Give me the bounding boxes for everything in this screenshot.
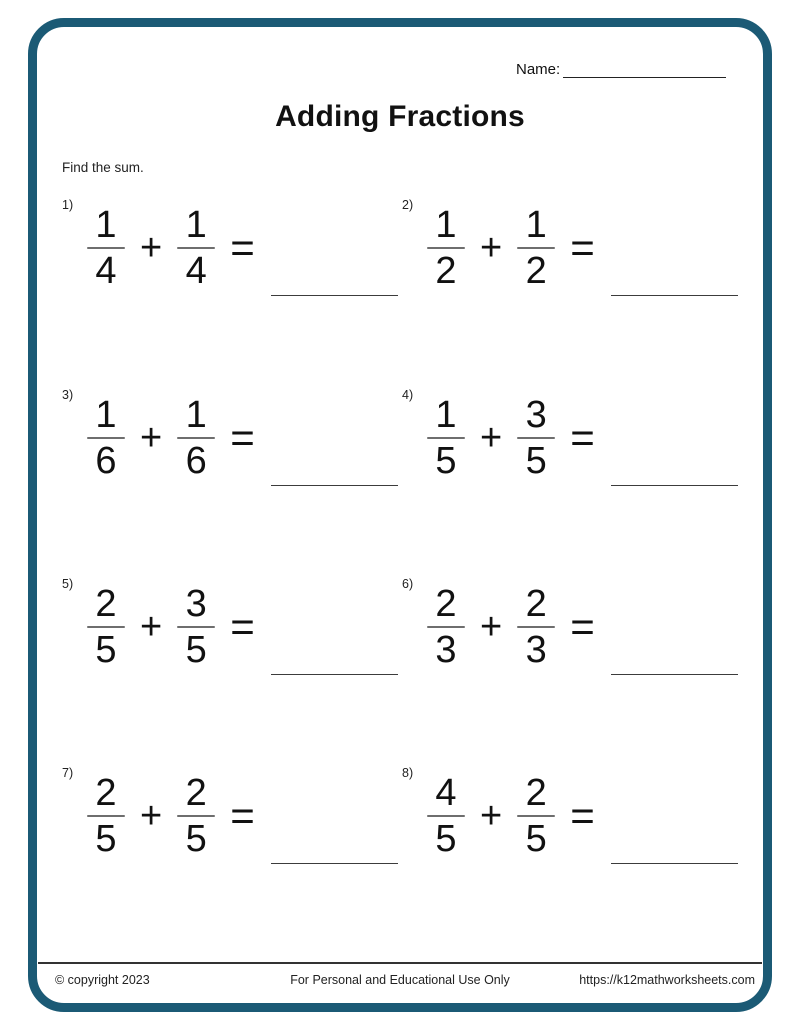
problem-number: 6): [402, 577, 414, 591]
answer-blank[interactable]: [271, 863, 398, 864]
fraction-a-numerator: 1: [95, 203, 117, 246]
fraction-bar: [517, 437, 555, 440]
fraction-a-denominator: 5: [435, 818, 457, 861]
fraction-a: [85, 582, 127, 672]
fraction-b-denominator: 6: [185, 440, 207, 483]
problem-number: 2): [402, 198, 414, 212]
footer-copyright: © copyright 2023: [55, 973, 150, 987]
fraction-b: [175, 582, 217, 672]
page-title: Adding Fractions: [275, 100, 525, 133]
fraction-b-denominator: 5: [525, 818, 547, 861]
equals-sign: =: [570, 224, 595, 271]
equation: [425, 770, 738, 862]
footer-url: https://k12mathworksheets.com: [579, 973, 755, 987]
fraction-a-numerator: 1: [95, 393, 117, 436]
fraction-b-numerator: 2: [525, 771, 547, 814]
fraction-a-denominator: 5: [95, 629, 117, 672]
footer-usage-text: For Personal and Educational Use Only: [290, 973, 510, 987]
equals-sign: =: [570, 603, 595, 650]
fraction-a-denominator: 3: [435, 629, 457, 672]
fraction-b-denominator: 5: [185, 818, 207, 861]
fraction-bar: [87, 437, 125, 440]
problem: [62, 198, 394, 302]
fraction-bar: [177, 247, 215, 250]
equation: [425, 392, 738, 484]
fraction-bar: [177, 626, 215, 629]
answer-blank[interactable]: [611, 295, 738, 296]
fraction-bar: [517, 815, 555, 818]
fraction-bar: [177, 815, 215, 818]
fraction-bar: [427, 626, 465, 629]
problem: [62, 766, 394, 870]
equals-sign: =: [570, 792, 595, 839]
equation: [425, 581, 738, 673]
equation: [85, 202, 398, 294]
fraction-bar: [427, 437, 465, 440]
fraction-a: [425, 582, 467, 672]
equation: [85, 392, 398, 484]
answer-blank[interactable]: [271, 295, 398, 296]
problem: [62, 577, 394, 681]
fraction-a-denominator: 2: [435, 250, 457, 293]
problem-number: 8): [402, 766, 414, 780]
fraction-b-numerator: 2: [525, 582, 547, 625]
name-blank-line[interactable]: [563, 60, 726, 78]
instruction-text: Find the sum.: [62, 160, 144, 175]
plus-operator: +: [140, 416, 163, 459]
fraction-b: [515, 771, 557, 861]
fraction-a: [85, 203, 127, 293]
plus-operator: +: [480, 794, 503, 837]
fraction-b: [515, 393, 557, 483]
fraction-a-numerator: 2: [95, 582, 117, 625]
answer-blank[interactable]: [271, 485, 398, 486]
problem: [402, 766, 734, 870]
fraction-bar: [87, 247, 125, 250]
fraction-bar: [517, 247, 555, 250]
fraction-b: [175, 393, 217, 483]
problem-number: 7): [62, 766, 74, 780]
footer-divider: [38, 962, 762, 964]
equation: [425, 202, 738, 294]
fraction-bar: [177, 437, 215, 440]
problem-number: 1): [62, 198, 74, 212]
fraction-a: [85, 393, 127, 483]
fraction-bar: [427, 815, 465, 818]
fraction-b-denominator: 2: [525, 250, 547, 293]
fraction-b-denominator: 4: [185, 250, 207, 293]
fraction-bar: [427, 247, 465, 250]
fraction-a: [85, 771, 127, 861]
problem: [402, 198, 734, 302]
name-label: Name:: [516, 61, 561, 78]
fraction-b-denominator: 3: [525, 629, 547, 672]
problem: [402, 577, 734, 681]
equals-sign: =: [570, 414, 595, 461]
fraction-b-denominator: 5: [525, 440, 547, 483]
fraction-bar: [517, 626, 555, 629]
fraction-b-numerator: 1: [185, 393, 207, 436]
answer-blank[interactable]: [611, 485, 738, 486]
plus-operator: +: [140, 226, 163, 269]
plus-operator: +: [140, 794, 163, 837]
fraction-a-denominator: 6: [95, 440, 117, 483]
fraction-b-numerator: 2: [185, 771, 207, 814]
equals-sign: =: [230, 224, 255, 271]
fraction-b-denominator: 5: [185, 629, 207, 672]
fraction-a-denominator: 4: [95, 250, 117, 293]
fraction-bar: [87, 626, 125, 629]
answer-blank[interactable]: [271, 674, 398, 675]
plus-operator: +: [480, 226, 503, 269]
answer-blank[interactable]: [611, 674, 738, 675]
fraction-a-numerator: 4: [435, 771, 457, 814]
problem-number: 3): [62, 388, 74, 402]
problem-number: 4): [402, 388, 414, 402]
plus-operator: +: [480, 605, 503, 648]
fraction-bar: [87, 815, 125, 818]
answer-blank[interactable]: [611, 863, 738, 864]
fraction-a-numerator: 1: [435, 203, 457, 246]
problem: [402, 388, 734, 492]
fraction-b: [175, 771, 217, 861]
fraction-b: [515, 582, 557, 672]
equation: [85, 770, 398, 862]
fraction-a: [425, 393, 467, 483]
fraction-a-numerator: 1: [435, 393, 457, 436]
fraction-a-denominator: 5: [95, 818, 117, 861]
plus-operator: +: [140, 605, 163, 648]
fraction-a: [425, 203, 467, 293]
fraction-b-numerator: 1: [185, 203, 207, 246]
fraction-a-numerator: 2: [95, 771, 117, 814]
name-field: [516, 60, 726, 78]
problem: [62, 388, 394, 492]
equals-sign: =: [230, 414, 255, 461]
fraction-b: [515, 203, 557, 293]
equals-sign: =: [230, 603, 255, 650]
plus-operator: +: [480, 416, 503, 459]
fraction-b: [175, 203, 217, 293]
fraction-a: [425, 771, 467, 861]
equation: [85, 581, 398, 673]
fraction-b-numerator: 1: [525, 203, 547, 246]
fraction-a-numerator: 2: [435, 582, 457, 625]
equals-sign: =: [230, 792, 255, 839]
fraction-b-numerator: 3: [185, 582, 207, 625]
problem-number: 5): [62, 577, 74, 591]
fraction-b-numerator: 3: [525, 393, 547, 436]
fraction-a-denominator: 5: [435, 440, 457, 483]
